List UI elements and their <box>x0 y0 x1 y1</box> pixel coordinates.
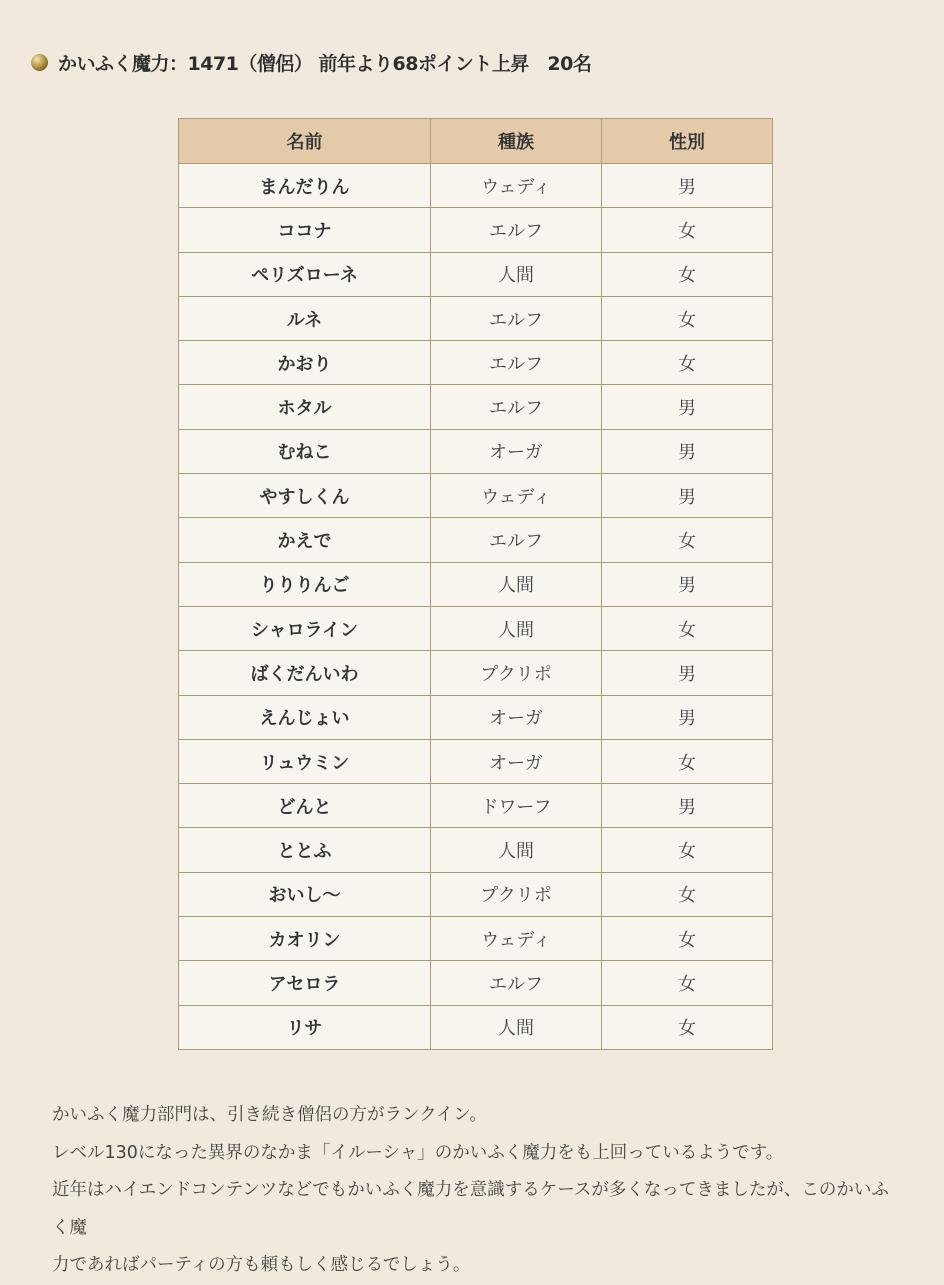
race-cell: オーガ <box>431 695 602 739</box>
race-cell: 人間 <box>431 562 602 606</box>
race-cell: プクリポ <box>431 651 602 695</box>
race-cell: オーガ <box>431 739 602 783</box>
table-row <box>179 1005 773 1049</box>
table-row <box>179 252 773 296</box>
gender-cell: 男 <box>602 784 773 828</box>
gender-cell: 女 <box>602 917 773 961</box>
race-cell: 人間 <box>431 252 602 296</box>
column-header-name: 名前 <box>179 119 431 164</box>
name-cell: ココナ <box>179 208 431 252</box>
table-row <box>179 651 773 695</box>
race-cell: エルフ <box>431 961 602 1005</box>
name-cell: ルネ <box>179 296 431 340</box>
name-cell: カオリン <box>179 917 431 961</box>
table-row <box>179 474 773 518</box>
race-cell: ドワーフ <box>431 784 602 828</box>
gender-cell: 男 <box>602 429 773 473</box>
table-row <box>179 208 773 252</box>
name-cell: おいし～ <box>179 872 431 916</box>
race-cell: 人間 <box>431 606 602 650</box>
name-cell: えんじょい <box>179 695 431 739</box>
race-cell: ウェディ <box>431 474 602 518</box>
race-cell: エルフ <box>431 296 602 340</box>
name-cell: リサ <box>179 1005 431 1049</box>
table-row <box>179 872 773 916</box>
table-row <box>179 828 773 872</box>
race-cell: エルフ <box>431 518 602 562</box>
table-row <box>179 784 773 828</box>
name-cell: むねこ <box>179 429 431 473</box>
race-cell: エルフ <box>431 385 602 429</box>
gender-cell: 男 <box>602 562 773 606</box>
name-cell: ペリズローネ <box>179 252 431 296</box>
race-cell: エルフ <box>431 341 602 385</box>
race-cell: ウェディ <box>431 917 602 961</box>
gender-cell: 女 <box>602 872 773 916</box>
name-cell: アセロラ <box>179 961 431 1005</box>
table-row <box>179 695 773 739</box>
gender-cell: 女 <box>602 518 773 562</box>
gender-cell: 女 <box>602 296 773 340</box>
table-row <box>179 385 773 429</box>
table-row <box>179 917 773 961</box>
name-cell: かおり <box>179 341 431 385</box>
gender-cell: 女 <box>602 252 773 296</box>
gender-cell: 女 <box>602 828 773 872</box>
gender-cell: 男 <box>602 651 773 695</box>
race-cell: ウェディ <box>431 164 602 208</box>
gender-cell: 女 <box>602 606 773 650</box>
description-line: 力であればパーティの方も頼もしく感じるでしょう。 <box>52 1255 471 1275</box>
name-cell: ととふ <box>179 828 431 872</box>
description-line: 近年はハイエンドコンテンツなどでもかいふく魔力を意識するケースが多くなってきましたが、このかいふく魔 <box>52 1180 889 1238</box>
name-cell: りりりんご <box>179 562 431 606</box>
gender-cell: 男 <box>602 474 773 518</box>
description <box>52 1097 902 1285</box>
gender-cell: 女 <box>602 961 773 1005</box>
race-cell: プクリポ <box>431 872 602 916</box>
name-cell: どんと <box>179 784 431 828</box>
description-line: レベル130になった異界のなかま「イルーシャ」のかいふく魔力をも上回っているようです。 <box>52 1142 784 1163</box>
ranking-table <box>178 118 773 1050</box>
description-line: かいふく魔力部門は、引き続き僧侶の方がランクイン。 <box>52 1105 487 1125</box>
name-cell: リュウミン <box>179 739 431 783</box>
gender-cell: 女 <box>602 341 773 385</box>
gender-cell: 男 <box>602 695 773 739</box>
gender-cell: 女 <box>602 1005 773 1049</box>
gender-cell: 男 <box>602 164 773 208</box>
table-row <box>179 341 773 385</box>
name-cell: シャロライン <box>179 606 431 650</box>
table-row <box>179 296 773 340</box>
name-cell: やすしくん <box>179 474 431 518</box>
table-header-row <box>179 119 773 164</box>
name-cell: ホタル <box>179 385 431 429</box>
table-row <box>179 562 773 606</box>
name-cell: かえで <box>179 518 431 562</box>
column-header-gender: 性別 <box>602 119 773 164</box>
table-row <box>179 739 773 783</box>
gender-cell: 男 <box>602 385 773 429</box>
name-cell: まんだりん <box>179 164 431 208</box>
table-row <box>179 961 773 1005</box>
race-cell: オーガ <box>431 429 602 473</box>
table-row <box>179 606 773 650</box>
name-cell: ばくだんいわ <box>179 651 431 695</box>
gold-bullet-icon <box>31 54 48 71</box>
table-row <box>179 164 773 208</box>
table-row <box>179 518 773 562</box>
section-heading-text: かいふく魔力：1471（僧侶） 前年より68ポイント上昇 20名 <box>58 52 592 75</box>
column-header-race: 種族 <box>431 119 602 164</box>
table-row <box>179 429 773 473</box>
gender-cell: 女 <box>602 739 773 783</box>
section-heading <box>31 46 591 78</box>
table-body <box>179 164 773 1050</box>
race-cell: 人間 <box>431 1005 602 1049</box>
race-cell: エルフ <box>431 208 602 252</box>
race-cell: 人間 <box>431 828 602 872</box>
gender-cell: 女 <box>602 208 773 252</box>
